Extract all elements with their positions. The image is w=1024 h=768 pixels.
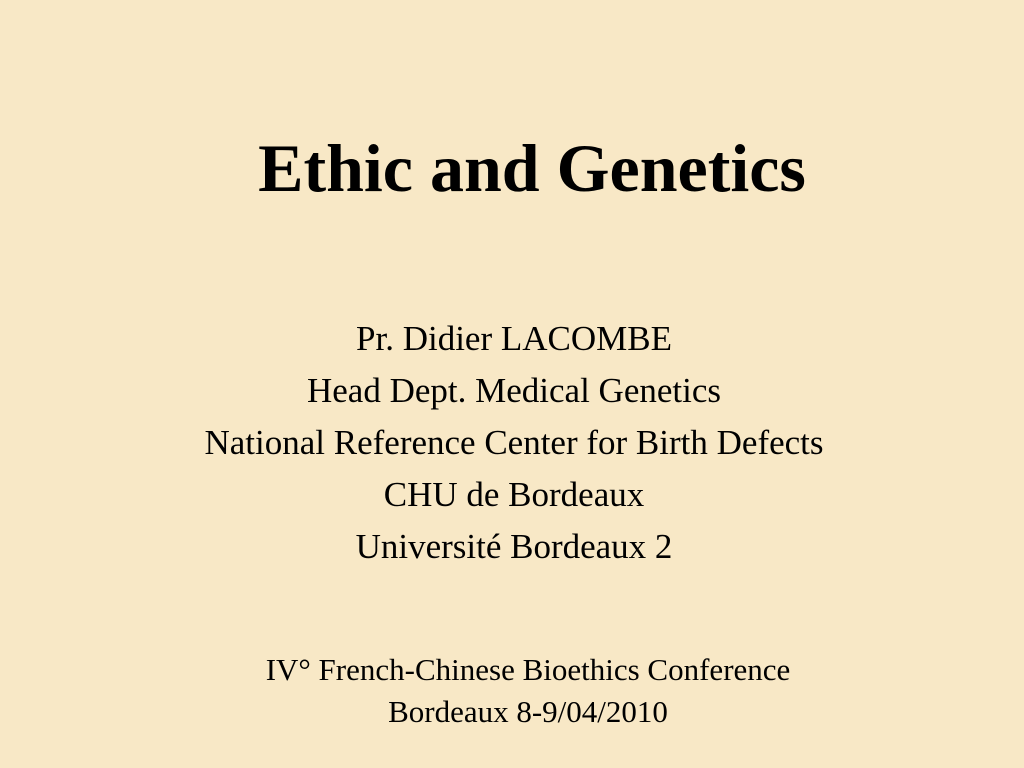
conference-location-date: Bordeaux 8-9/04/2010 [388,694,668,729]
conference-name: IV° French-Chinese Bioethics Conference [265,652,791,687]
author-hospital: CHU de Bordeaux [383,475,645,514]
author-position: Head Dept. Medical Genetics [306,371,721,410]
author-name: Pr. Didier LACOMBE [356,319,672,358]
conference-block [0,649,1024,733]
author-university: Université Bordeaux 2 [355,527,673,566]
author-center: National Reference Center for Birth Defects [204,423,824,462]
slide-title: Ethic and Genetics [258,130,806,206]
author-block [0,313,1024,573]
